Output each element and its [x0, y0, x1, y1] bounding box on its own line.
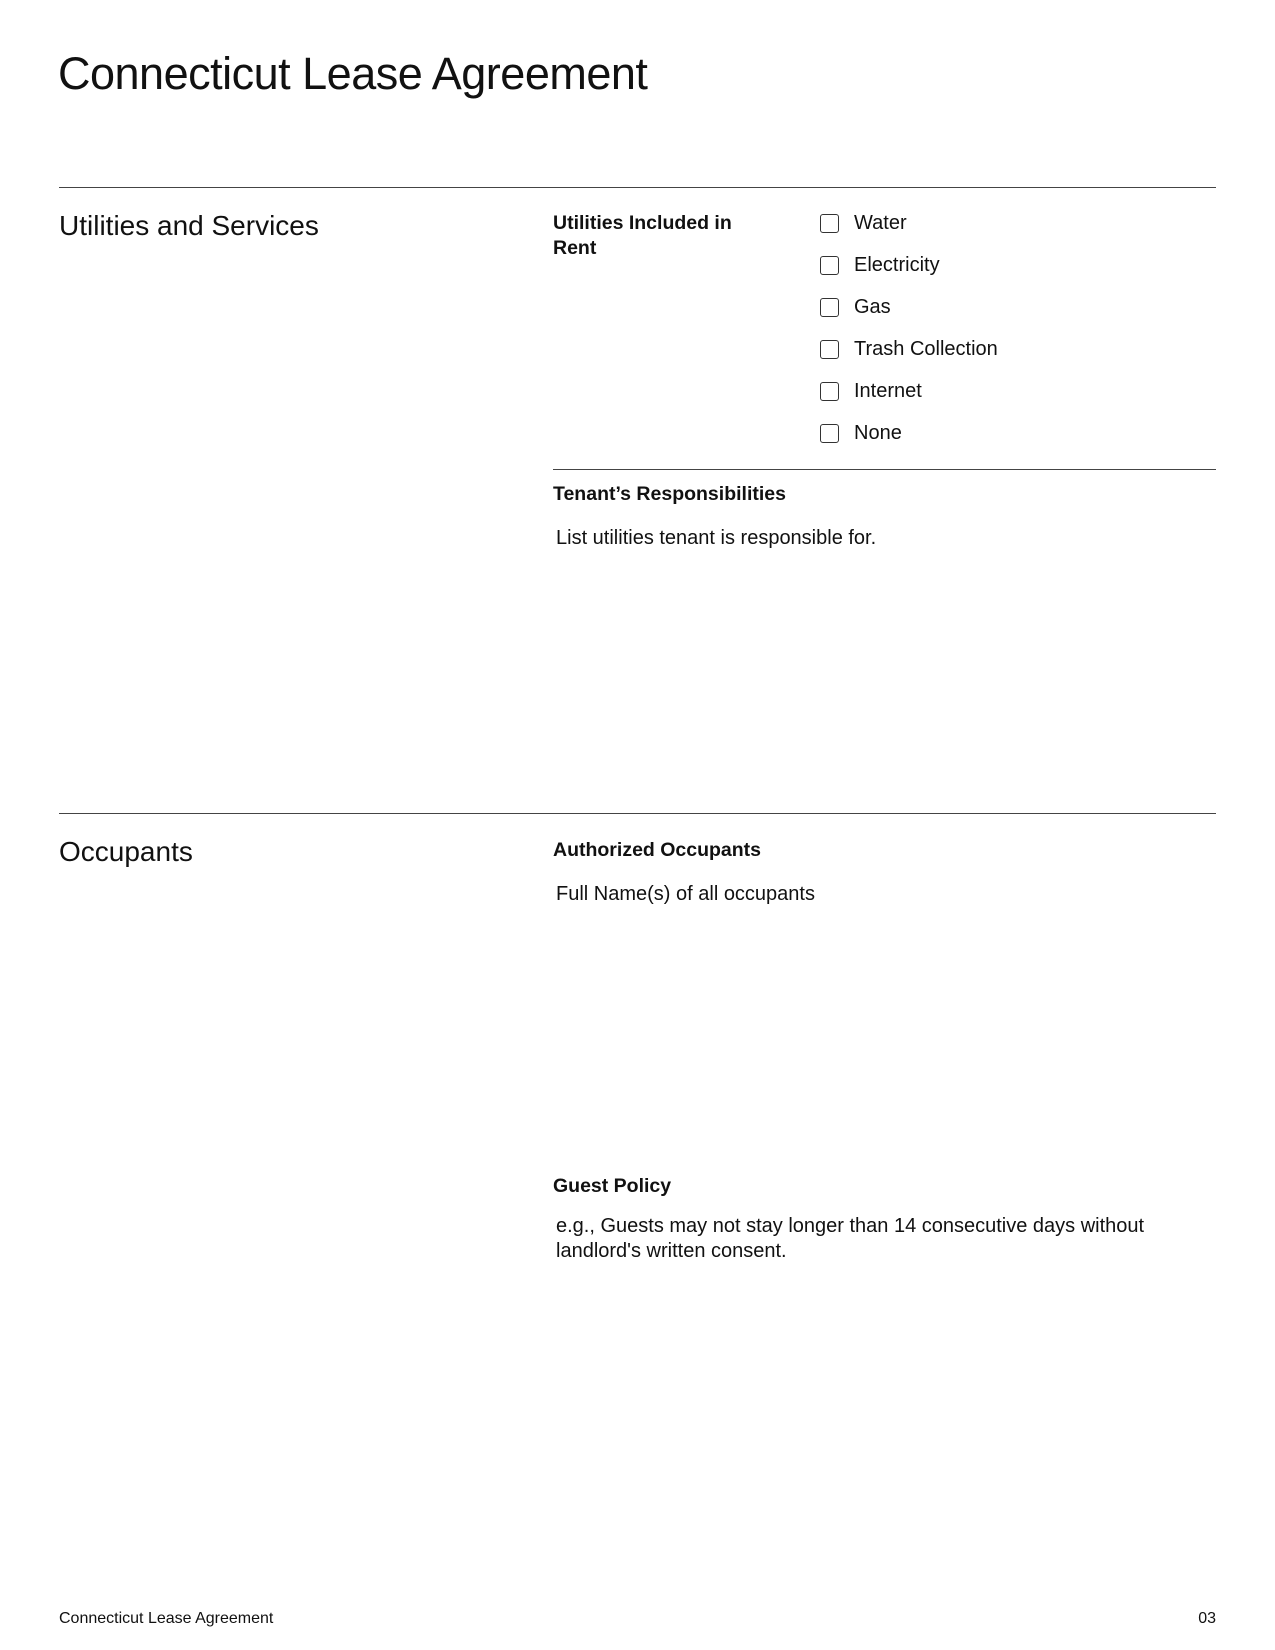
footer-document-name: Connecticut Lease Agreement — [59, 1610, 274, 1627]
section-heading-occupants: Occupants — [59, 836, 193, 867]
checkbox-label: Trash Collection — [854, 338, 998, 360]
checkbox-gas[interactable] — [820, 296, 891, 319]
checkbox-label: None — [854, 422, 902, 444]
checkbox-icon[interactable] — [820, 382, 839, 401]
checkbox-icon[interactable] — [820, 424, 839, 443]
checkbox-label: Electricity — [854, 254, 940, 276]
divider — [553, 469, 1216, 470]
checkbox-icon[interactable] — [820, 256, 839, 275]
checkbox-trash-collection[interactable] — [820, 338, 998, 361]
authorized-occupants-field[interactable]: Full Name(s) of all occupants — [556, 883, 815, 905]
checkbox-none[interactable] — [820, 422, 902, 445]
checkbox-electricity[interactable] — [820, 254, 940, 277]
guest-policy-label: Guest Policy — [553, 1175, 672, 1197]
checkbox-icon[interactable] — [820, 214, 839, 233]
authorized-occupants-label: Authorized Occupants — [553, 839, 762, 861]
divider — [59, 813, 1216, 814]
checkbox-label: Gas — [854, 296, 891, 318]
section-heading-utilities: Utilities and Services — [59, 210, 319, 241]
checkbox-label: Water — [854, 212, 907, 234]
guest-policy-field[interactable]: e.g., Guests may not stay longer than 14 consecutive days without landlord's written consent. — [556, 1215, 1145, 1262]
checkbox-icon[interactable] — [820, 298, 839, 317]
divider — [59, 187, 1216, 188]
tenant-responsibilities-label: Tenant’s Responsibilities — [553, 483, 786, 505]
footer-page-number: 03 — [1198, 1610, 1216, 1627]
utilities-included-label: Utilities Included in Rent — [553, 212, 732, 259]
checkbox-water[interactable] — [820, 212, 907, 235]
checkbox-internet[interactable] — [820, 380, 922, 403]
checkbox-icon[interactable] — [820, 340, 839, 359]
checkbox-label: Internet — [854, 380, 922, 402]
page-title: Connecticut Lease Agreement — [58, 48, 648, 99]
tenant-responsibilities-field[interactable]: List utilities tenant is responsible for. — [556, 527, 877, 549]
